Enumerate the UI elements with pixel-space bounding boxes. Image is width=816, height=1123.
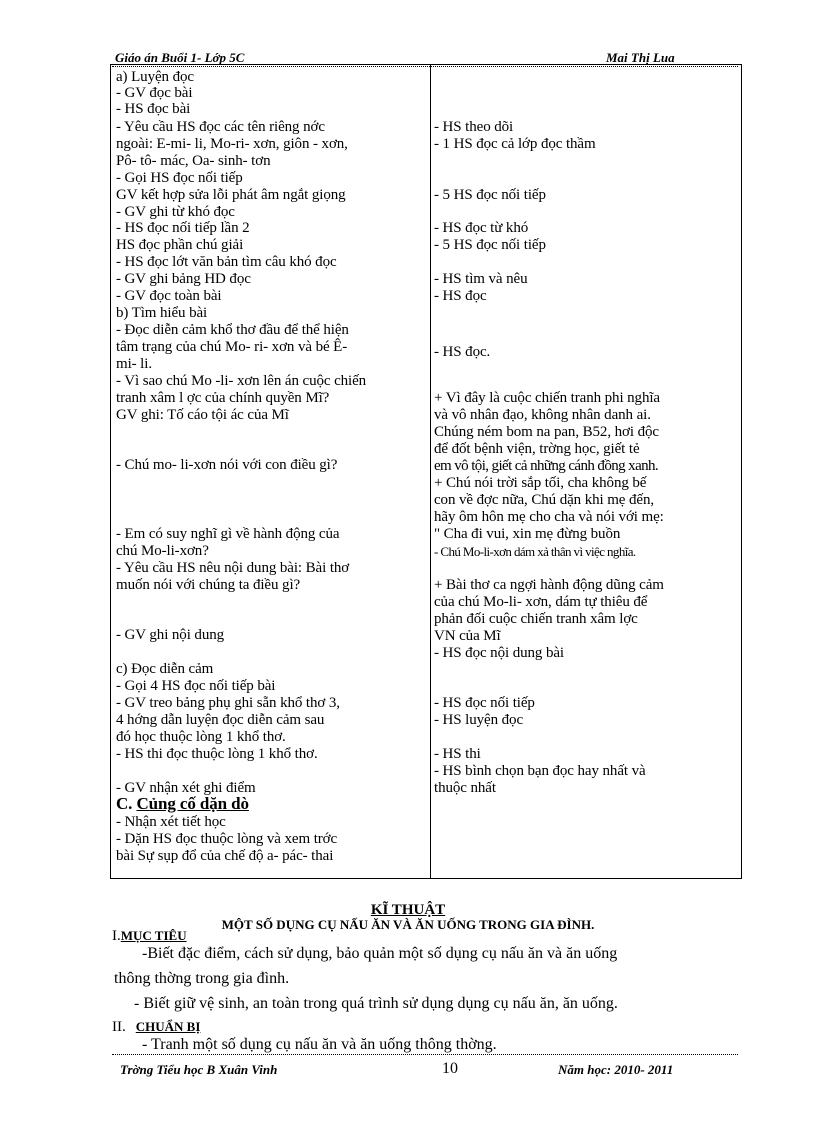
right-line: - 5 HS đọc nối tiếp [434, 187, 546, 203]
section-c-prefix: C. [116, 794, 137, 813]
left-line: - GV treo bảng phụ ghi sẵn khổ thơ 3, [116, 695, 340, 711]
left-line: - Đọc diễn cảm khổ thơ đầu để thể hiện [116, 322, 349, 338]
left-line: - GV ghi bảng HD đọc [116, 271, 251, 287]
right-line: - HS đọc. [434, 344, 491, 360]
footer-rule [112, 1054, 738, 1055]
section-c-title: Củng cố dặn dò [136, 794, 249, 813]
objective-line: - Biết giữ vệ sinh, an toàn trong quá trình sử dụng dụng cụ nấu ăn, ăn uống. [134, 995, 618, 1012]
right-line: - HS đọc [434, 288, 487, 304]
left-line: - Chú mo- li-xơn nói với con điều gì? [116, 457, 338, 473]
section-2-title: CHUẨN BỊ [135, 1019, 201, 1034]
left-line: GV ghi: Tố cáo tội ác của Mĩ [116, 407, 289, 423]
right-line: + Bài thơ ca ngợi hành động dũng cảm [434, 577, 664, 593]
right-line: + Chú nói trời sắp tối, cha không bế [434, 475, 647, 491]
left-line: - HS đọc nối tiếp lần 2 [116, 220, 250, 236]
right-line: của chú Mo-li- xơn, dám tự thiêu để [434, 594, 648, 610]
right-line: - HS đọc từ khó [434, 220, 529, 236]
right-line: - 1 HS đọc cả lớp đọc thầm [434, 136, 596, 152]
left-line: Pô- tô- mác, Oa- sinh- tơn [116, 153, 271, 169]
right-line: để đốt bệnh viện, trờng học, giết tẻ [434, 441, 640, 457]
section-1-heading [112, 928, 187, 945]
left-line: c) Đọc diễn cảm [116, 661, 214, 677]
right-line: - HS theo dõi [434, 119, 514, 135]
right-line: - HS tìm và nêu [434, 271, 528, 287]
left-line: chú Mo-li-xơn? [116, 543, 209, 559]
left-line: bài Sự sụp đổ của chế độ a- pác- thai [116, 848, 334, 864]
left-line: - Yêu cầu HS nêu nội dung bài: Bài thơ [116, 560, 350, 576]
section-2-number: II. [112, 1019, 126, 1035]
right-line: con về đợc nữa, Chú dặn khi mẹ đến, [434, 492, 655, 508]
right-line: - HS đọc nội dung bài [434, 645, 564, 661]
section-c-heading [116, 796, 249, 811]
left-line: - GV đọc bài [116, 85, 193, 101]
left-line: ngoài: E-mi- li, Mo-ri- xơn, giôn - xơn, [116, 136, 348, 152]
left-line: - GV đọc toàn bài [116, 288, 222, 304]
right-line: - 5 HS đọc nối tiếp [434, 237, 546, 253]
right-line: thuộc nhất [434, 780, 496, 796]
right-line: - Chú Mo-li-xơn dám xả thân vì việc nghĩa. [434, 544, 636, 559]
right-line: em vô tội, giết cả những cánh đồng xanh. [434, 458, 659, 474]
left-line: tâm trạng của chú Mo- ri- xơn và bé Ê- [116, 339, 348, 355]
lesson-table [110, 64, 742, 879]
subject-heading: KĨ THUẬT [370, 902, 446, 918]
left-line: - GV ghi nội dung [116, 627, 225, 643]
right-line: + Vì đây là cuộc chiến tranh phi nghĩa [434, 390, 660, 406]
right-line: - HS thi [434, 746, 481, 762]
left-line: đó học thuộc lòng 1 khổ thơ. [116, 729, 286, 745]
section-2-heading [112, 1019, 200, 1036]
footer-school-year: Năm học: 2010- 2011 [558, 1062, 674, 1077]
left-line: - HS đọc bài [116, 101, 191, 117]
left-line: GV kết hợp sửa lỗi phát âm ngắt giọng [116, 187, 346, 203]
left-line: - HS đọc lớt văn bản tìm câu khó đọc [116, 254, 337, 270]
preparation-line: - Tranh một số dụng cụ nấu ăn và ăn uống thông thờng. [142, 1036, 497, 1053]
lesson-title: MỘT SỐ DỤNG CỤ NẤU ĂN VÀ ĂN UỐNG TRONG GIA ĐÌNH. [221, 917, 595, 932]
left-line: - Vì sao chú Mo -li- xơn lên án cuộc chiến [116, 373, 367, 389]
header-left: Giáo án Buổi 1- Lớp 5C [115, 50, 245, 65]
left-line: muốn nói với chúng ta điều gì? [116, 577, 301, 593]
page-number: 10 [442, 1060, 458, 1077]
left-line: - HS thi đọc thuộc lòng 1 khổ thơ. [116, 746, 318, 762]
left-line: - GV ghi từ khó đọc [116, 204, 235, 220]
left-line: - Nhận xét tiết học [116, 814, 226, 830]
right-line: VN của Mĩ [434, 628, 501, 644]
left-line: - Em có suy nghĩ gì về hành động của [116, 526, 340, 542]
left-line: a) Luyện đọc [116, 69, 194, 85]
section-1-number: I. [112, 928, 121, 944]
right-line: " Cha đi vui, xin mẹ đừng buồn [434, 526, 621, 542]
right-line: hãy ôm hôn mẹ cho cha và nói với mẹ: [434, 509, 664, 525]
footer-school: Trờng Tiểu học B Xuân Vinh [120, 1062, 278, 1077]
right-line: phản đối cuộc chiến tranh xâm lợc [434, 611, 638, 627]
left-line: - Gọi 4 HS đọc nối tiếp bài [116, 678, 276, 694]
column-divider [430, 65, 431, 878]
left-line: - Dặn HS đọc thuộc lòng và xem trớc [116, 831, 338, 847]
section-1-title: MỤC TIÊU [120, 928, 187, 943]
left-line: - GV nhận xét ghi điểm [116, 780, 256, 796]
left-line: - Yêu cầu HS đọc các tên riêng nớc [116, 119, 325, 135]
objective-line: -Biết đặc điểm, cách sử dụng, bảo quản một số dụng cụ nấu ăn và ăn uống [142, 945, 618, 962]
right-line: Chúng ném bom na pan, B52, hơi độc [434, 424, 659, 440]
right-line: - HS đọc nối tiếp [434, 695, 535, 711]
left-line: b) Tìm hiểu bài [116, 305, 208, 321]
left-line: - Gọi HS đọc nối tiếp [116, 170, 243, 186]
objective-line: thông thờng trong gia đình. [114, 970, 290, 987]
right-line: và vô nhân đạo, không nhân danh ai. [434, 407, 651, 423]
left-line: HS đọc phần chú giải [116, 237, 244, 253]
left-line: 4 hớng dẫn luyện đọc diễn cảm sau [116, 712, 325, 728]
right-line: - HS luyện đọc [434, 712, 524, 728]
header-right: Mai Thị Lua [606, 50, 675, 65]
right-line: - HS bình chọn bạn đọc hay nhất và [434, 763, 646, 779]
left-line: tranh xâm l ợc của chính quyền Mĩ? [116, 390, 330, 406]
left-line: mi- li. [116, 356, 152, 372]
